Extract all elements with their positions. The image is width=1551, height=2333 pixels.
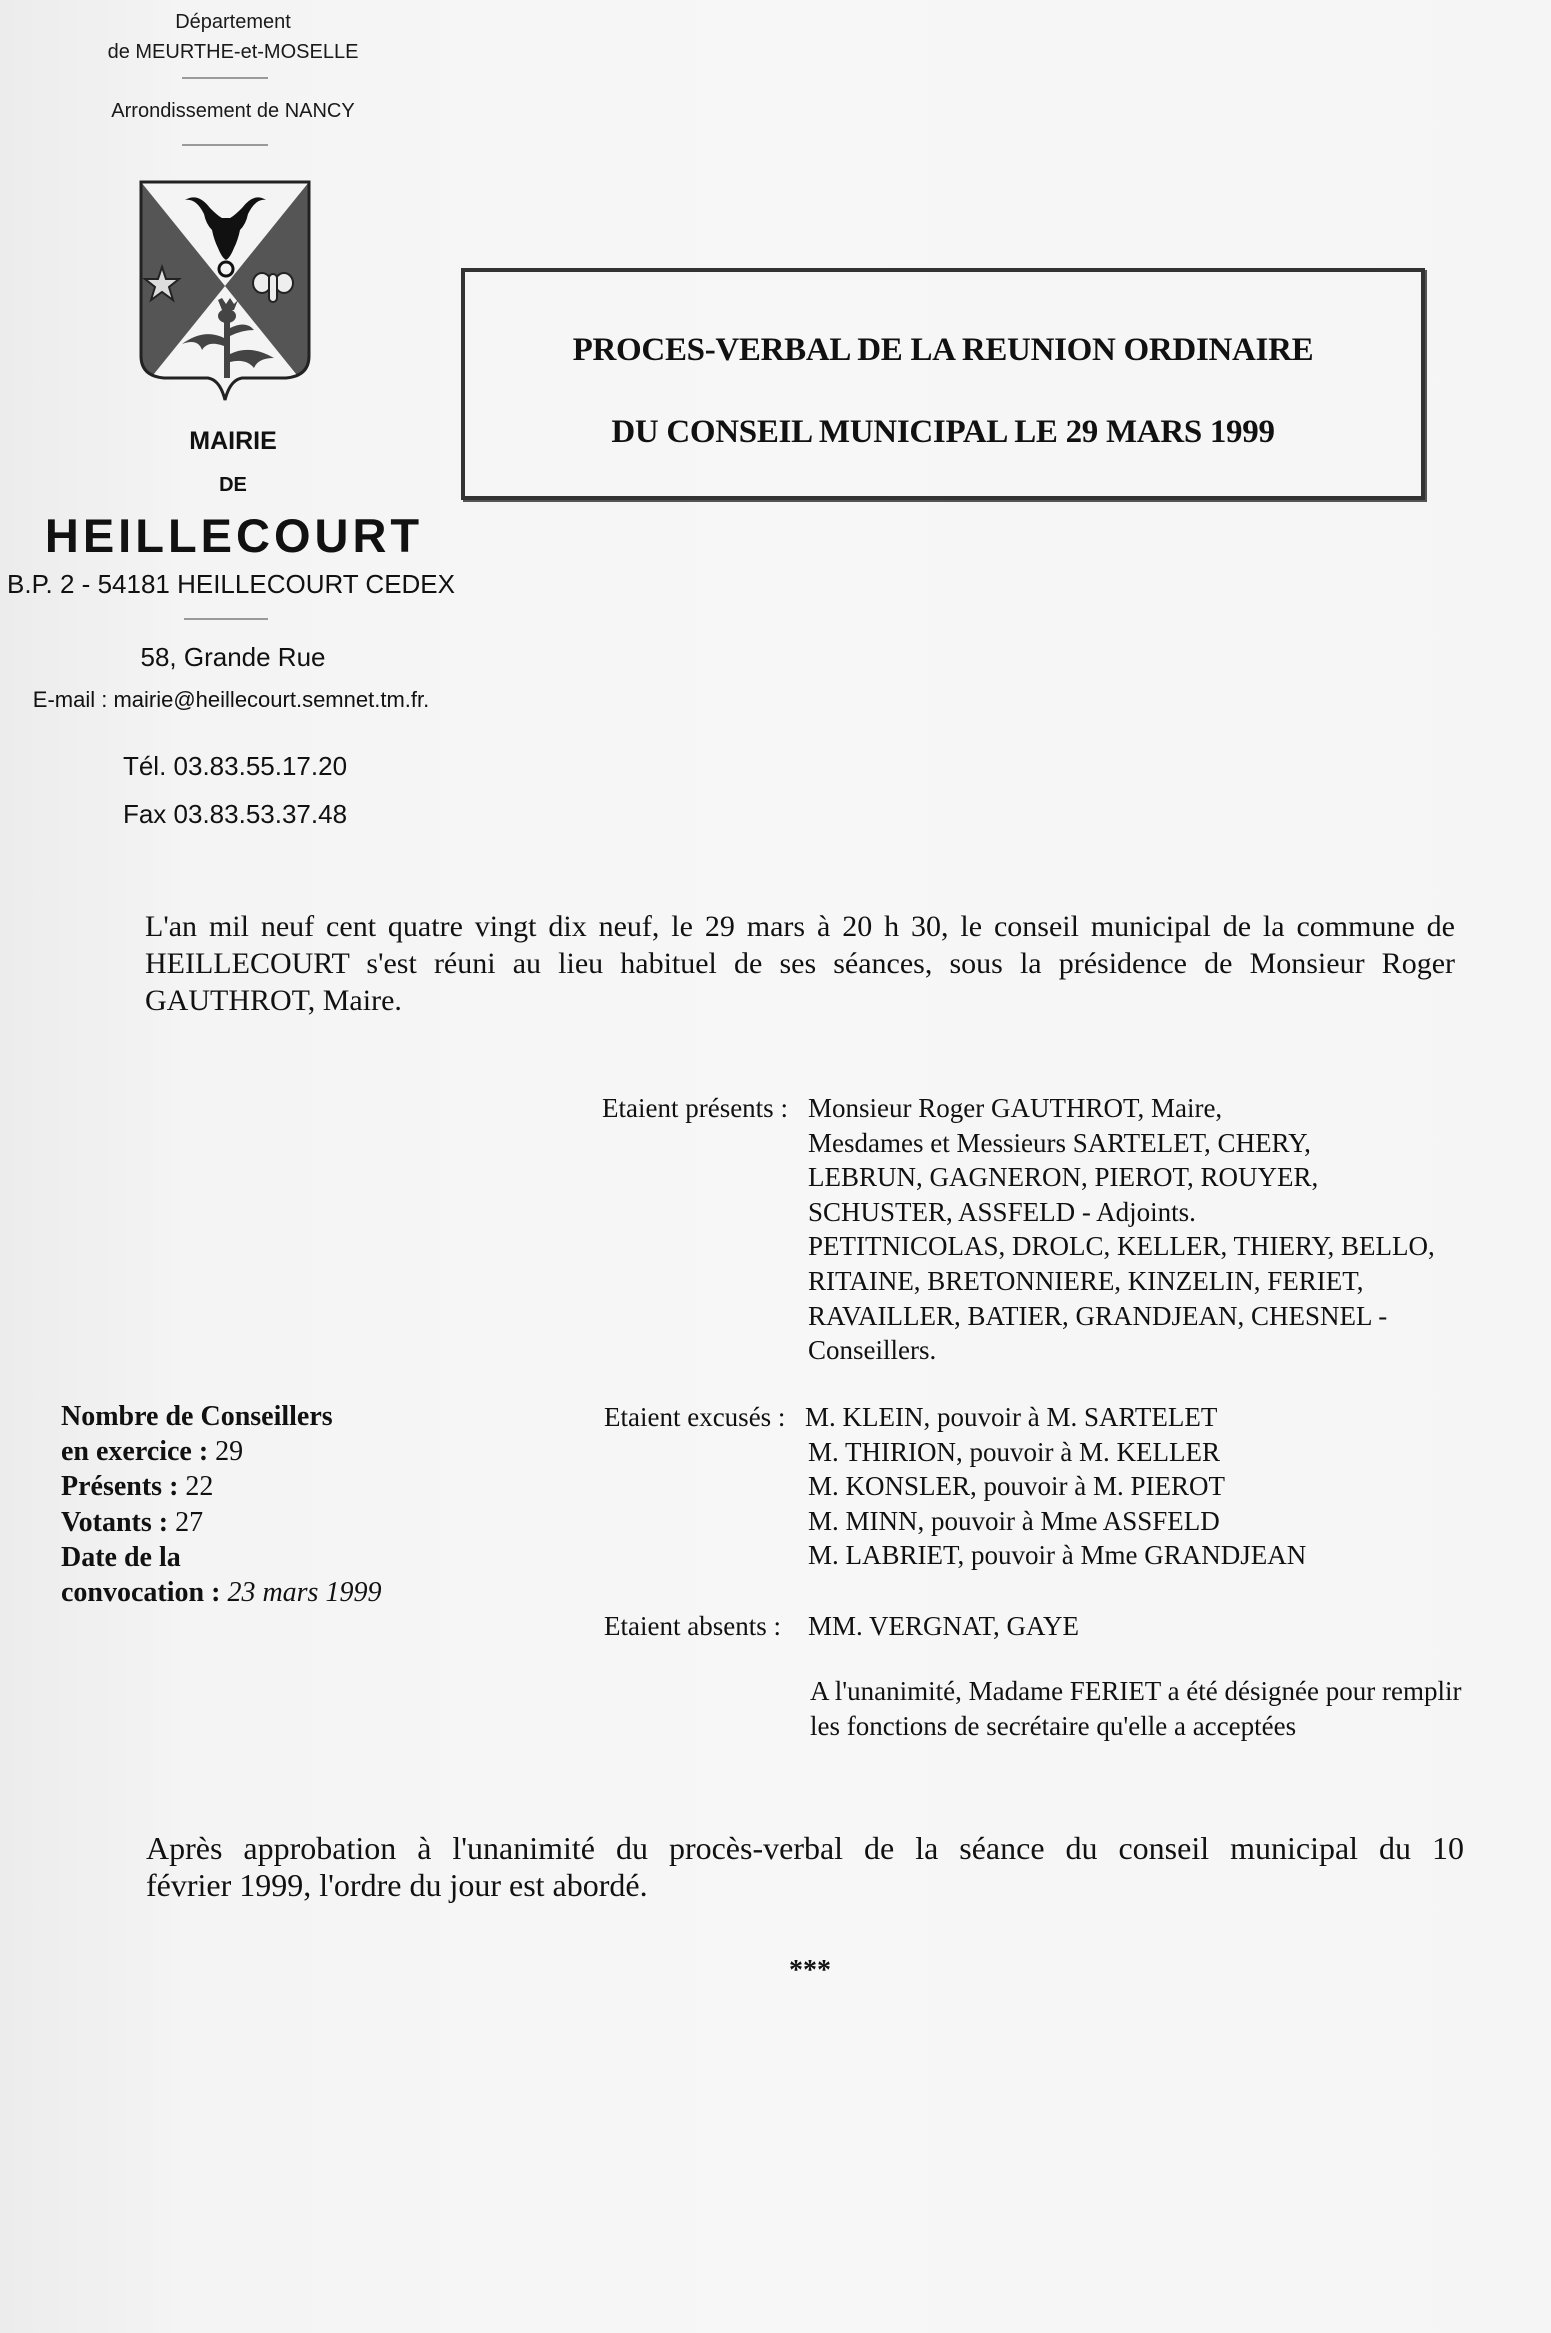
stats-heading: Nombre de Conseillers bbox=[61, 1401, 333, 1432]
presents-label: Etaient présents : bbox=[602, 1093, 788, 1123]
votants-value: 27 bbox=[175, 1506, 204, 1538]
secretary-note bbox=[810, 1674, 1461, 1743]
intro-line: HEILLECOURT s'est réuni au lieu habituel de ses séances, sous la présidence de Monsieur Roger bbox=[145, 947, 1455, 980]
excuse-line: M. MINN, pouvoir à Mme ASSFELD bbox=[808, 1505, 1220, 1536]
title-line-1: PROCES-VERBAL DE LA REUNION ORDINAIRE bbox=[572, 332, 1314, 368]
exercice-value: 29 bbox=[215, 1436, 244, 1468]
title-box bbox=[461, 268, 1425, 500]
letterhead-divider bbox=[184, 618, 268, 620]
town-name: HEILLECOURT bbox=[44, 509, 424, 562]
stats-convocation: convocation : 23 mars 1999 bbox=[61, 1577, 382, 1609]
stats-date-heading: Date de la bbox=[61, 1541, 181, 1573]
council-stats bbox=[61, 1399, 381, 1610]
department-line1: Département bbox=[175, 11, 291, 33]
approval-paragraph bbox=[146, 1830, 1464, 1904]
excuses-label: Etaient excusés : bbox=[604, 1402, 786, 1432]
fax: Fax 03.83.53.37.48 bbox=[122, 799, 348, 829]
stats-exercice: en exercice : 29 bbox=[61, 1436, 244, 1468]
approval-line: Après approbation à l'unanimité du procès-verbal de la séance du conseil municipal du 10 bbox=[146, 1830, 1464, 1866]
mairie-label: MAIRIE bbox=[189, 427, 277, 455]
stats-votants: Votants : 27 bbox=[61, 1506, 204, 1538]
stats-presents: Présents : 22 bbox=[61, 1471, 214, 1503]
intro-line: L'an mil neuf cent quatre vingt dix neuf, le 29 mars à 20 h 30, le conseil municipal de la commune de bbox=[145, 910, 1455, 943]
presents-line: RITAINE, BRETONNIERE, KINZELIN, FERIET, bbox=[808, 1265, 1364, 1296]
postal-address: B.P. 2 - 54181 HEILLECOURT CEDEX bbox=[7, 569, 455, 599]
excuse-line: M. THIRION, pouvoir à M. KELLER bbox=[808, 1436, 1220, 1467]
presents-line: Monsieur Roger GAUTHROT, Maire, bbox=[808, 1093, 1223, 1123]
presents-line: RAVAILLER, BATIER, GRANDJEAN, CHESNEL - bbox=[808, 1300, 1388, 1331]
absents-value: MM. VERGNAT, GAYE bbox=[808, 1611, 1080, 1641]
excuses-list bbox=[805, 1400, 1306, 1573]
presents-line: LEBRUN, GAGNERON, PIEROT, ROUYER, bbox=[808, 1162, 1319, 1193]
secretary-line: les fonctions de secrétaire qu'elle a acceptées bbox=[810, 1710, 1297, 1741]
presents-line: PETITNICOLAS, DROLC, KELLER, THIERY, BELLO, bbox=[808, 1231, 1435, 1262]
secretary-line: A l'unanimité, Madame FERIET a été désignée pour remplir bbox=[810, 1676, 1462, 1706]
absents-label: Etaient absents : bbox=[604, 1611, 781, 1641]
section-separator: *** bbox=[789, 1955, 831, 1986]
de-label: DE bbox=[219, 474, 247, 496]
title-line-2: DU CONSEIL MUNICIPAL LE 29 MARS 1999 bbox=[611, 414, 1275, 450]
department-line2: de MEURTHE-et-MOSELLE bbox=[107, 41, 359, 63]
street-address: 58, Grande Rue bbox=[140, 642, 326, 672]
letterhead-divider bbox=[182, 77, 268, 79]
convocation-date: 23 mars 1999 bbox=[227, 1577, 382, 1609]
presents-line: Mesdames et Messieurs SARTELET, CHERY, bbox=[808, 1127, 1311, 1158]
telephone: Tél. 03.83.55.17.20 bbox=[122, 751, 348, 781]
coat-of-arms-icon bbox=[138, 178, 312, 404]
presents-line: SCHUSTER, ASSFELD - Adjoints. bbox=[808, 1196, 1196, 1227]
excuse-line: M. KONSLER, pouvoir à M. PIEROT bbox=[808, 1471, 1225, 1502]
arrondissement: Arrondissement de NANCY bbox=[111, 100, 355, 122]
excuse-line: M. KLEIN, pouvoir à M. SARTELET bbox=[805, 1402, 1218, 1432]
letterhead-divider bbox=[182, 144, 268, 146]
intro-paragraph bbox=[145, 908, 1455, 1019]
intro-line: GAUTHROT, Maire. bbox=[145, 984, 402, 1017]
presents-line: Conseillers. bbox=[808, 1335, 937, 1366]
email-address[interactable]: E-mail : mairie@heillecourt.semnet.tm.fr. bbox=[32, 687, 430, 712]
excuse-line: M. LABRIET, pouvoir à Mme GRANDJEAN bbox=[808, 1540, 1307, 1571]
presents-value: 22 bbox=[185, 1471, 214, 1503]
presents-list bbox=[808, 1091, 1435, 1368]
approval-line: février 1999, l'ordre du jour est abordé. bbox=[146, 1867, 648, 1903]
